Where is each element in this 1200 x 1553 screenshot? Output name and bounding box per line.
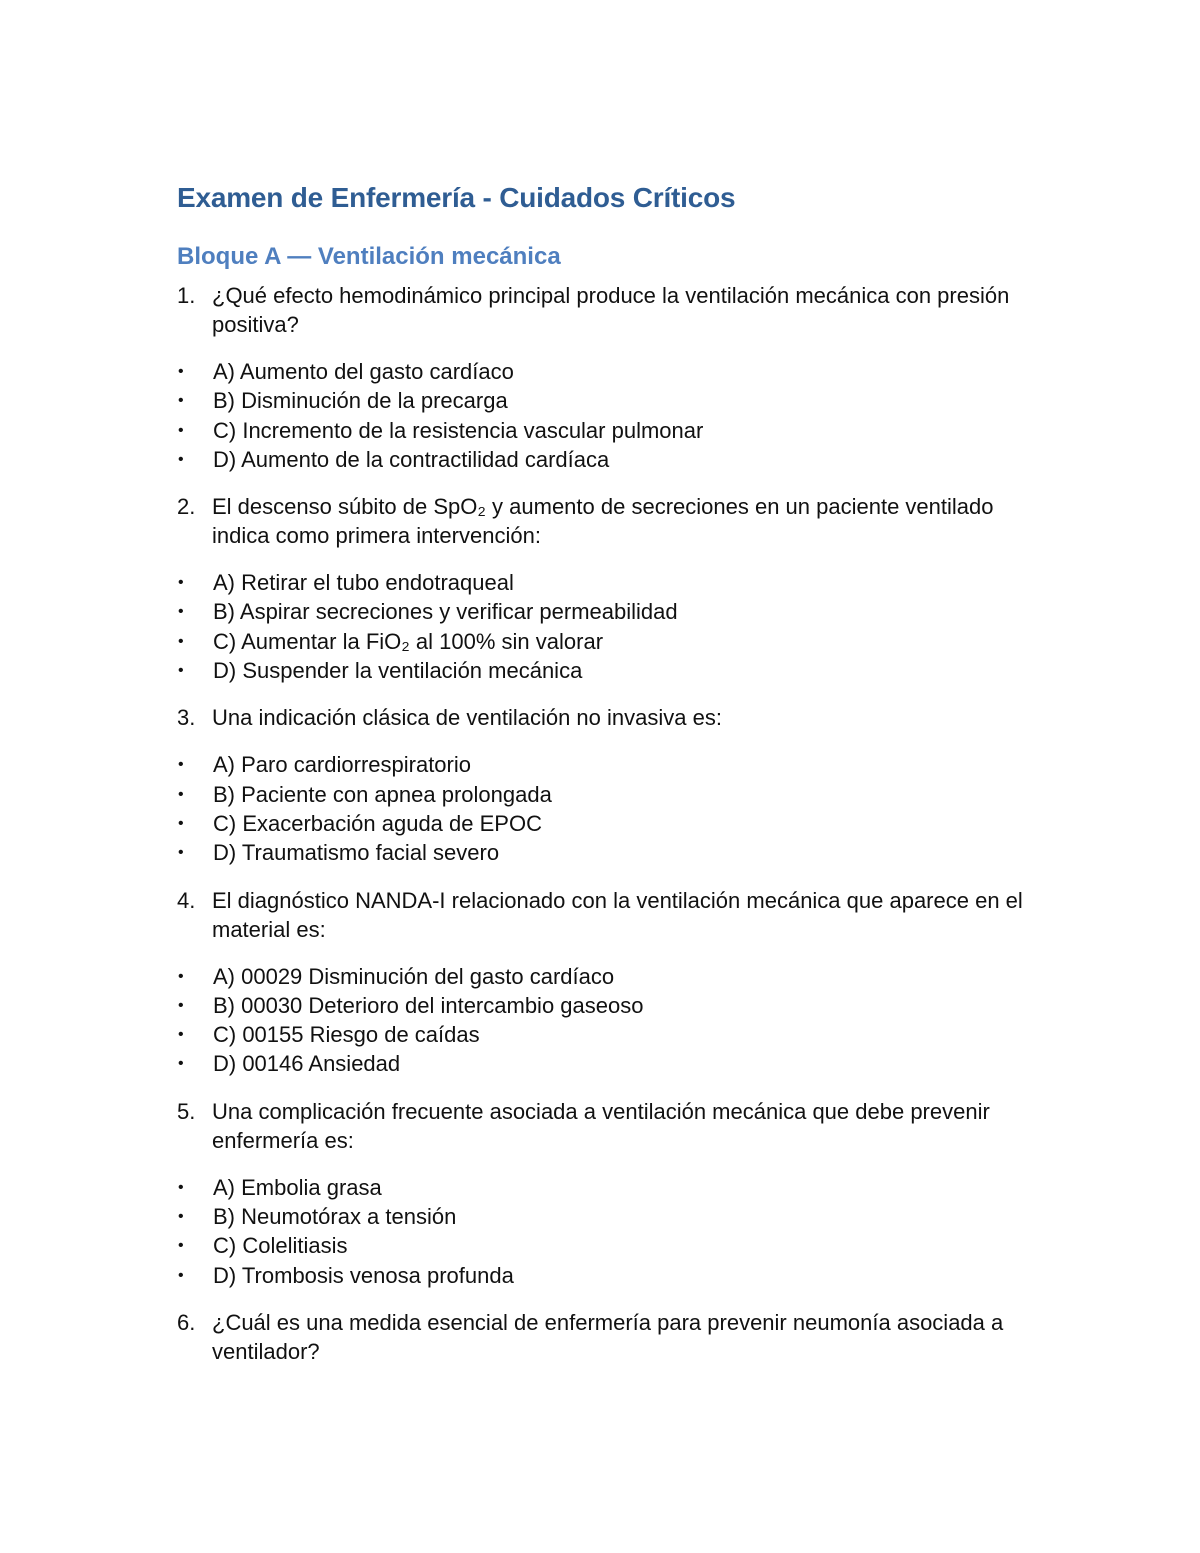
answer-option-text: A) Paro cardiorrespiratorio bbox=[213, 752, 471, 778]
answer-option-text: D) Suspender la ventilación mecánica bbox=[213, 658, 583, 684]
answer-options bbox=[177, 568, 1027, 685]
answer-option bbox=[177, 1231, 1027, 1260]
bullet-icon: • bbox=[178, 1208, 184, 1226]
bullet-icon: • bbox=[178, 1237, 184, 1255]
answer-option-text: A) Retirar el tubo endotraqueal bbox=[213, 570, 514, 596]
answer-option bbox=[177, 386, 1027, 415]
bullet-icon: • bbox=[178, 574, 184, 592]
question-number: 6. bbox=[177, 1309, 196, 1335]
question-list bbox=[177, 281, 1027, 1366]
answer-option bbox=[177, 962, 1027, 991]
bullet-icon: • bbox=[178, 662, 184, 680]
answer-option-text: D) Traumatismo facial severo bbox=[213, 840, 500, 866]
answer-option-text: A) 00029 Disminución del gasto cardíaco bbox=[213, 963, 615, 989]
question-item bbox=[177, 1097, 1027, 1290]
answer-option-text: D) 00146 Ansiedad bbox=[213, 1051, 401, 1077]
question-text: ¿Qué efecto hemodinámico principal produce la ventilación mecánica con presión positiva? bbox=[212, 283, 1010, 337]
answer-option bbox=[177, 416, 1027, 445]
answer-option bbox=[177, 838, 1027, 867]
bullet-icon: • bbox=[178, 1266, 184, 1284]
bullet-icon: • bbox=[178, 1178, 184, 1196]
bullet-icon: • bbox=[178, 1026, 184, 1044]
answer-option bbox=[177, 1202, 1027, 1231]
question-text: El diagnóstico NANDA-I relacionado con la ventilación mecánica que aparece en el material es: bbox=[212, 887, 1023, 942]
answer-options bbox=[177, 357, 1027, 474]
question-item bbox=[177, 703, 1027, 867]
question-text: El descenso súbito de SpO₂ y aumento de secreciones en un paciente ventilado indica como primera intervención: bbox=[212, 494, 994, 549]
question-text: ¿Cuál es una medida esencial de enfermería para prevenir neumonía asociada a ventilador? bbox=[212, 1309, 1004, 1364]
answer-option bbox=[177, 1173, 1027, 1202]
question-item bbox=[177, 1308, 1027, 1366]
bullet-icon: • bbox=[178, 814, 184, 832]
bullet-icon: • bbox=[178, 363, 184, 380]
bullet-icon: • bbox=[178, 967, 184, 985]
answer-option-text: C) Incremento de la resistencia vascular pulmonar bbox=[213, 417, 704, 443]
answer-option bbox=[177, 656, 1027, 685]
answer-option-text: B) Disminución de la precarga bbox=[213, 388, 508, 414]
answer-option bbox=[177, 750, 1027, 779]
answer-option-text: B) Aspirar secreciones y verificar permeabilidad bbox=[213, 599, 678, 625]
question-row bbox=[177, 703, 1027, 732]
question-number: 3. bbox=[177, 705, 196, 731]
answer-option bbox=[177, 1261, 1027, 1290]
question-number: 4. bbox=[177, 887, 196, 913]
document-title: Examen de Enfermería - Cuidados Críticos bbox=[177, 182, 736, 213]
question-item bbox=[177, 886, 1027, 1079]
question-text: Una indicación clásica de ventilación no invasiva es: bbox=[212, 705, 722, 731]
question-item bbox=[177, 281, 1027, 474]
answer-option bbox=[177, 568, 1027, 597]
bullet-icon: • bbox=[178, 785, 184, 803]
bullet-icon: • bbox=[178, 996, 184, 1014]
answer-option-text: D) Aumento de la contractilidad cardíaca bbox=[213, 446, 610, 472]
bullet-icon: • bbox=[178, 450, 184, 468]
answer-options bbox=[177, 750, 1027, 867]
answer-option-text: B) 00030 Deterioro del intercambio gaseoso bbox=[213, 992, 644, 1018]
bullet-icon: • bbox=[178, 392, 184, 410]
bullet-icon: • bbox=[178, 756, 184, 774]
bullet-icon: • bbox=[178, 844, 184, 862]
answer-option bbox=[177, 1049, 1027, 1078]
question-number: 1. bbox=[177, 283, 196, 308]
answer-option bbox=[177, 780, 1027, 809]
bullet-icon: • bbox=[178, 632, 184, 650]
answer-option bbox=[177, 445, 1027, 474]
question-row bbox=[177, 1097, 1027, 1155]
answer-option-text: C) 00155 Riesgo de caídas bbox=[213, 1022, 480, 1048]
answer-option bbox=[177, 357, 1027, 386]
answer-options bbox=[177, 1173, 1027, 1290]
answer-option-text: B) Paciente con apnea prolongada bbox=[213, 781, 552, 807]
answer-option bbox=[177, 991, 1027, 1020]
answer-option-text: C) Colelitiasis bbox=[213, 1233, 348, 1259]
answer-option bbox=[177, 627, 1027, 656]
question-row bbox=[177, 886, 1027, 944]
question-row bbox=[177, 281, 1027, 339]
answer-option bbox=[177, 597, 1027, 626]
bullet-icon: • bbox=[178, 1055, 184, 1073]
answer-option-text: D) Trombosis venosa profunda bbox=[213, 1262, 514, 1288]
answer-option-text: C) Exacerbación aguda de EPOC bbox=[213, 810, 542, 836]
question-row bbox=[177, 1308, 1027, 1366]
answer-options bbox=[177, 962, 1027, 1079]
answer-option-text: A) Embolia grasa bbox=[213, 1174, 382, 1200]
question-text: Una complicación frecuente asociada a ventilación mecánica que debe prevenir enfermería es: bbox=[212, 1098, 990, 1153]
question-number: 5. bbox=[177, 1098, 196, 1124]
section-heading: Bloque A — Ventilación mecánica bbox=[177, 243, 561, 270]
bullet-icon: • bbox=[178, 603, 184, 621]
answer-option-text: B) Neumotórax a tensión bbox=[213, 1204, 457, 1230]
answer-option-text: C) Aumentar la FiO₂ al 100% sin valorar bbox=[213, 628, 604, 654]
question-number: 2. bbox=[177, 494, 196, 520]
bullet-icon: • bbox=[178, 421, 184, 439]
question-row bbox=[177, 492, 1027, 550]
answer-option-text: A) Aumento del gasto cardíaco bbox=[213, 359, 514, 384]
question-item bbox=[177, 492, 1027, 685]
answer-option bbox=[177, 809, 1027, 838]
answer-option bbox=[177, 1020, 1027, 1049]
